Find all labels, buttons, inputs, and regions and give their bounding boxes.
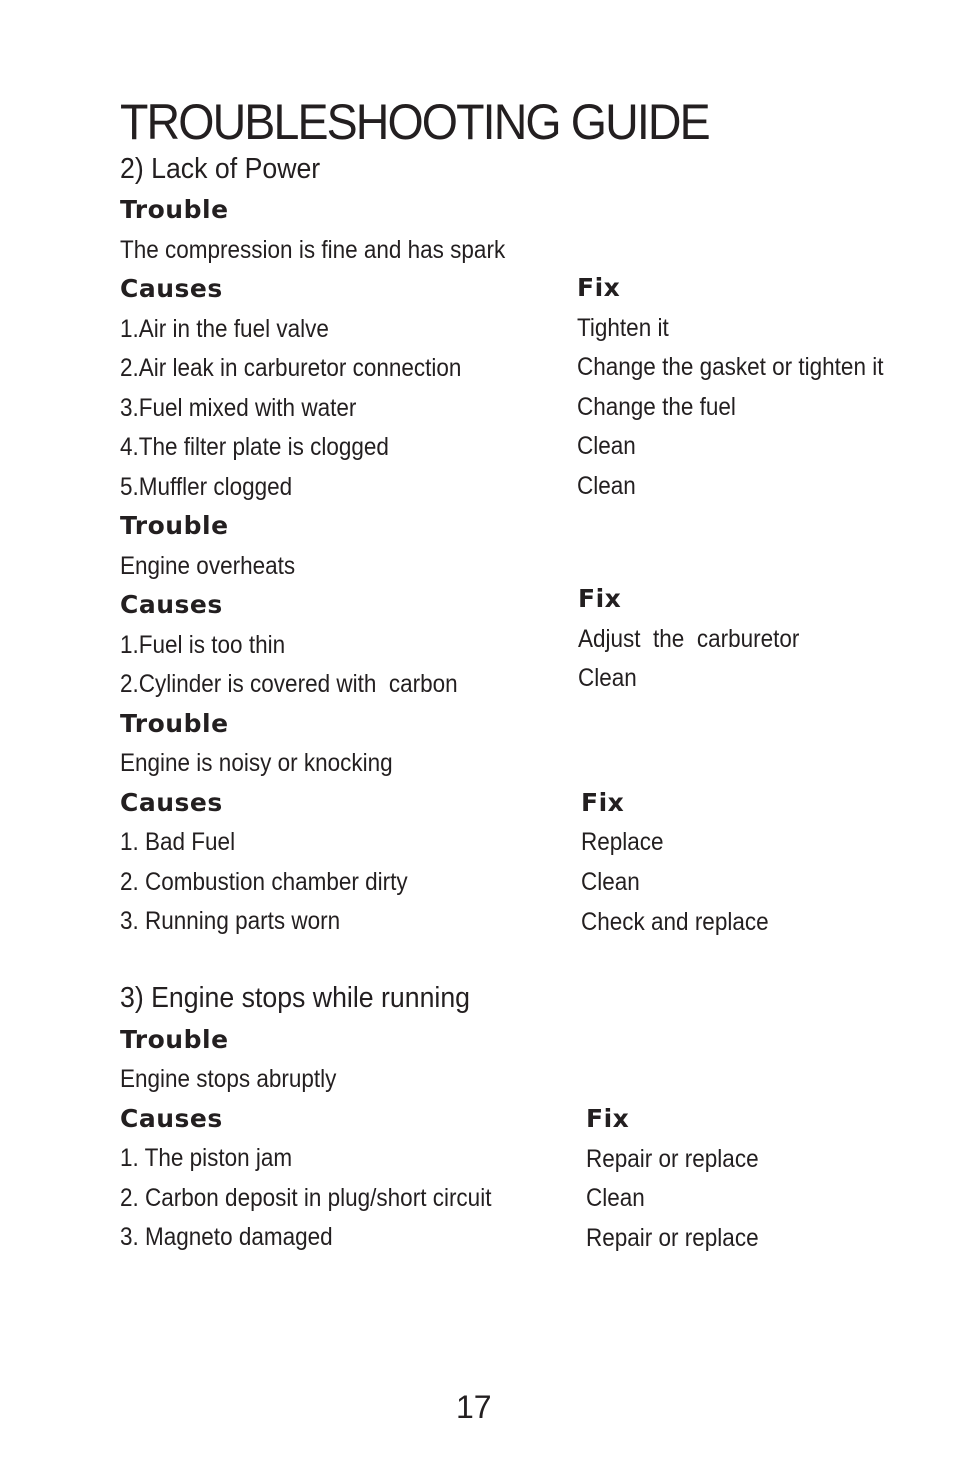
fix-item: Repair or replace <box>586 1224 759 1252</box>
cause-item: 3. Magneto damaged <box>120 1223 333 1251</box>
page-number: 17 <box>456 1389 492 1425</box>
fix-label: Fix <box>578 584 622 613</box>
cause-item: 5.Muffler clogged <box>120 473 293 501</box>
cause-item: 2. Carbon deposit in plug/short circuit <box>120 1184 492 1212</box>
trouble-label: Trouble <box>120 195 229 224</box>
fix-label: Fix <box>577 273 621 302</box>
trouble-description: Engine overheats <box>120 552 296 580</box>
fix-item: Clean <box>586 1184 645 1212</box>
section-heading-engine-stops: 3) Engine stops while running <box>120 982 471 1014</box>
causes-label: Causes <box>120 1104 223 1133</box>
page-title: TROUBLESHOOTING GUIDE <box>120 94 709 150</box>
causes-label: Causes <box>120 788 223 817</box>
trouble-label: Trouble <box>120 709 229 738</box>
fix-item: Change the fuel <box>577 393 736 421</box>
trouble-description: Engine is noisy or knocking <box>120 749 393 777</box>
cause-item: 3.Fuel mixed with water <box>120 394 357 422</box>
fix-item: Clean <box>578 664 637 692</box>
fix-item: Tighten it <box>577 314 669 342</box>
trouble-label: Trouble <box>120 1025 229 1054</box>
trouble-description: The compression is fine and has spark <box>120 236 506 264</box>
fix-item: Replace <box>581 828 664 856</box>
cause-item: 1.Fuel is too thin <box>120 631 286 659</box>
fix-item: Repair or replace <box>586 1145 759 1173</box>
fix-item: Check and replace <box>581 908 769 936</box>
cause-item: 2.Air leak in carburetor connection <box>120 354 462 382</box>
fix-item: Clean <box>577 432 636 460</box>
cause-item: 2.Cylinder is covered with carbon <box>120 670 458 698</box>
cause-item: 4.The filter plate is clogged <box>120 433 389 461</box>
fix-item: Change the gasket or tighten it <box>577 353 884 381</box>
cause-item: 1. The piston jam <box>120 1144 293 1172</box>
cause-item: 2. Combustion chamber dirty <box>120 868 408 896</box>
fix-label: Fix <box>586 1104 630 1133</box>
fix-item: Clean <box>581 868 640 896</box>
causes-label: Causes <box>120 274 223 303</box>
trouble-description: Engine stops abruptly <box>120 1065 337 1093</box>
cause-item: 3. Running parts worn <box>120 907 341 935</box>
fix-label: Fix <box>581 788 625 817</box>
cause-item: 1. Bad Fuel <box>120 828 236 856</box>
section-heading-lack-of-power: 2) Lack of Power <box>120 153 321 185</box>
trouble-label: Trouble <box>120 511 229 540</box>
causes-label: Causes <box>120 590 223 619</box>
fix-item: Clean <box>577 472 636 500</box>
fix-item: Adjust the carburetor <box>578 625 800 653</box>
cause-item: 1.Air in the fuel valve <box>120 315 329 343</box>
